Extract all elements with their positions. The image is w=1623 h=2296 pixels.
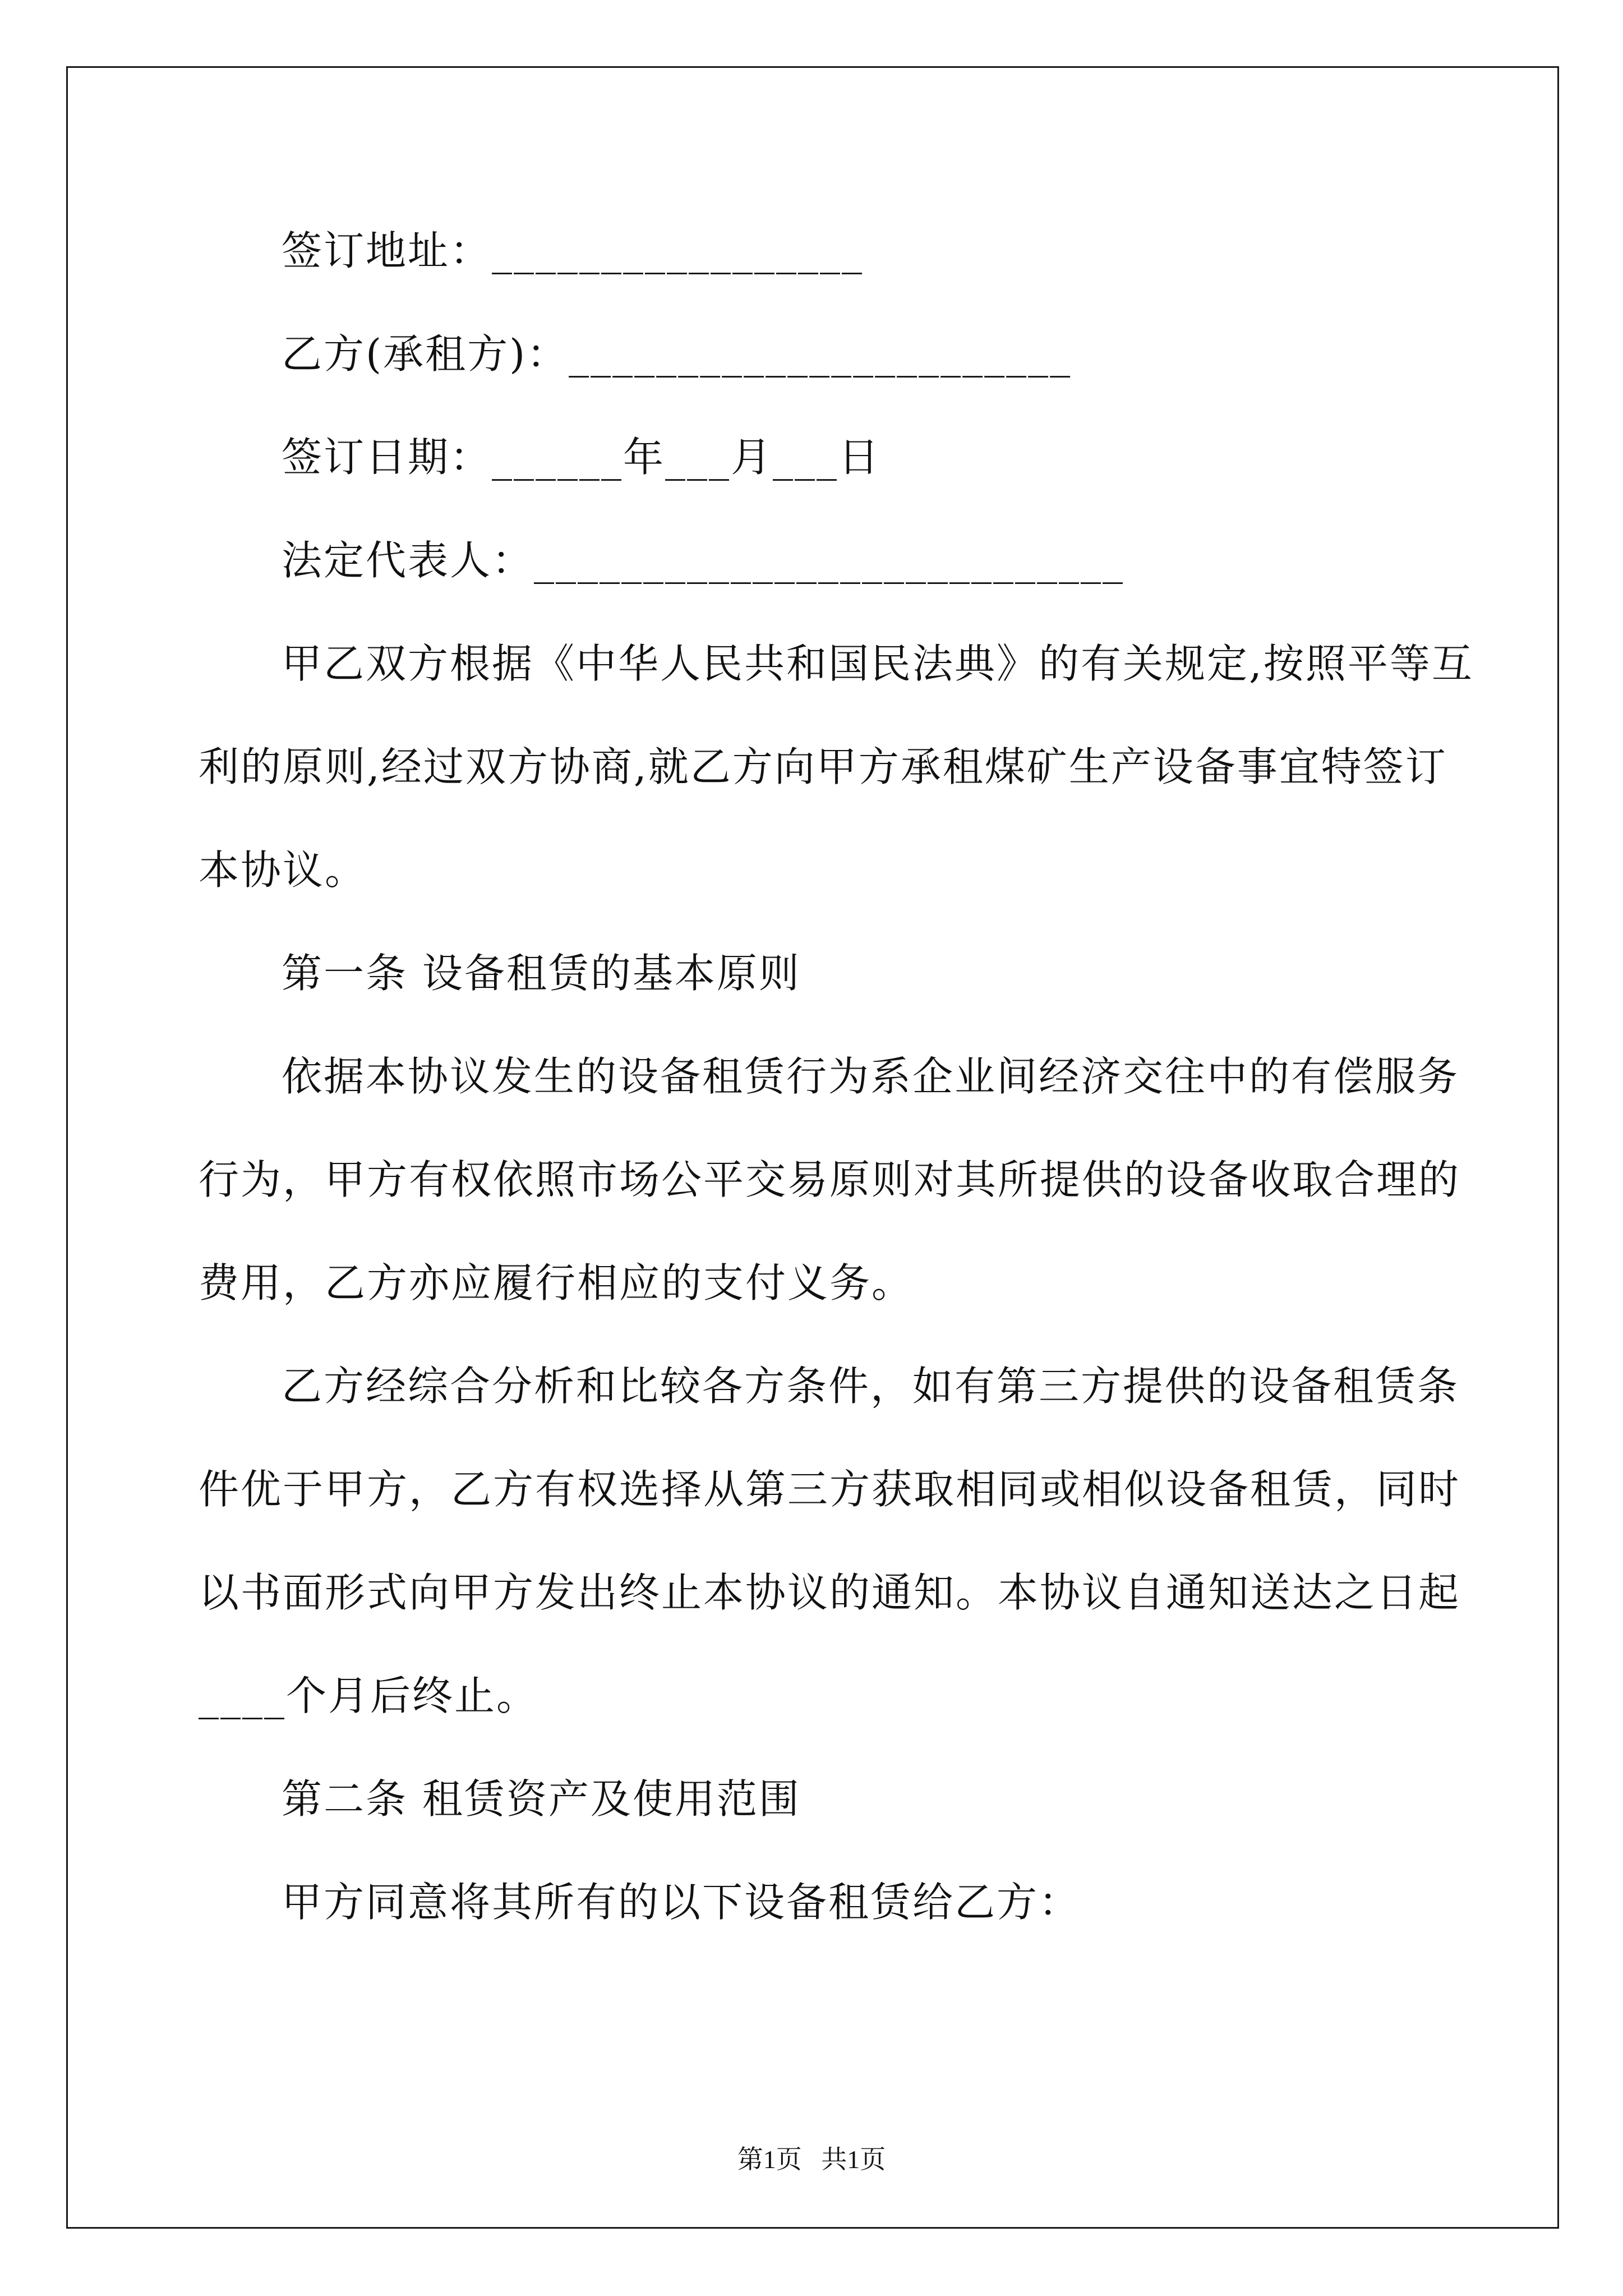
article-2-heading: 第二条 租赁资产及使用范围 bbox=[282, 1775, 801, 1823]
preamble-line-1: 甲乙双方根据《中华人民共和国民法典》的有关规定,按照平等互 bbox=[282, 640, 1474, 687]
article-1-para-1-line-1: 依据本协议发生的设备租赁行为系企业间经济交往中的有偿服务 bbox=[282, 1053, 1460, 1100]
article-1-para-1-line-3: 费用，乙方亦应履行相应的支付义务。 bbox=[199, 1259, 914, 1306]
article-2-para-1-line-1: 甲方同意将其所有的以下设备租赁给乙方： bbox=[282, 1879, 1081, 1926]
party-b-lessee-line: 乙方(承租方)：_______________________ bbox=[282, 330, 1072, 378]
article-1-para-2-line-3: 以书面形式向甲方发出终止本协议的通知。本协议自通知送达之日起 bbox=[199, 1569, 1461, 1616]
signing-address-line: 签订地址：_________________ bbox=[282, 227, 864, 274]
article-1-para-1-line-2: 行为，甲方有权依照市场公平交易原则对其所提供的设备收取合理的 bbox=[199, 1156, 1461, 1203]
article-1-para-2-line-4: ____个月后终止。 bbox=[199, 1672, 539, 1719]
preamble-line-3: 本协议。 bbox=[199, 846, 367, 894]
article-1-para-2-line-1: 乙方经综合分析和比较各方条件，如有第三方提供的设备租赁条 bbox=[282, 1363, 1460, 1410]
page-number-footer: 第1页 共1页 bbox=[737, 2145, 886, 2174]
signing-date-line: 签订日期：______年___月___日 bbox=[282, 434, 881, 481]
article-1-heading: 第一条 设备租赁的基本原则 bbox=[282, 950, 801, 997]
article-1-para-2-line-2: 件优于甲方，乙方有权选择从第三方获取相同或相似设备租赁，同时 bbox=[199, 1466, 1461, 1513]
legal-representative-line: 法定代表人：___________________________ bbox=[282, 537, 1125, 584]
preamble-line-2: 利的原则,经过双方协商,就乙方向甲方承租煤矿生产设备事宜特签订 bbox=[199, 743, 1447, 790]
